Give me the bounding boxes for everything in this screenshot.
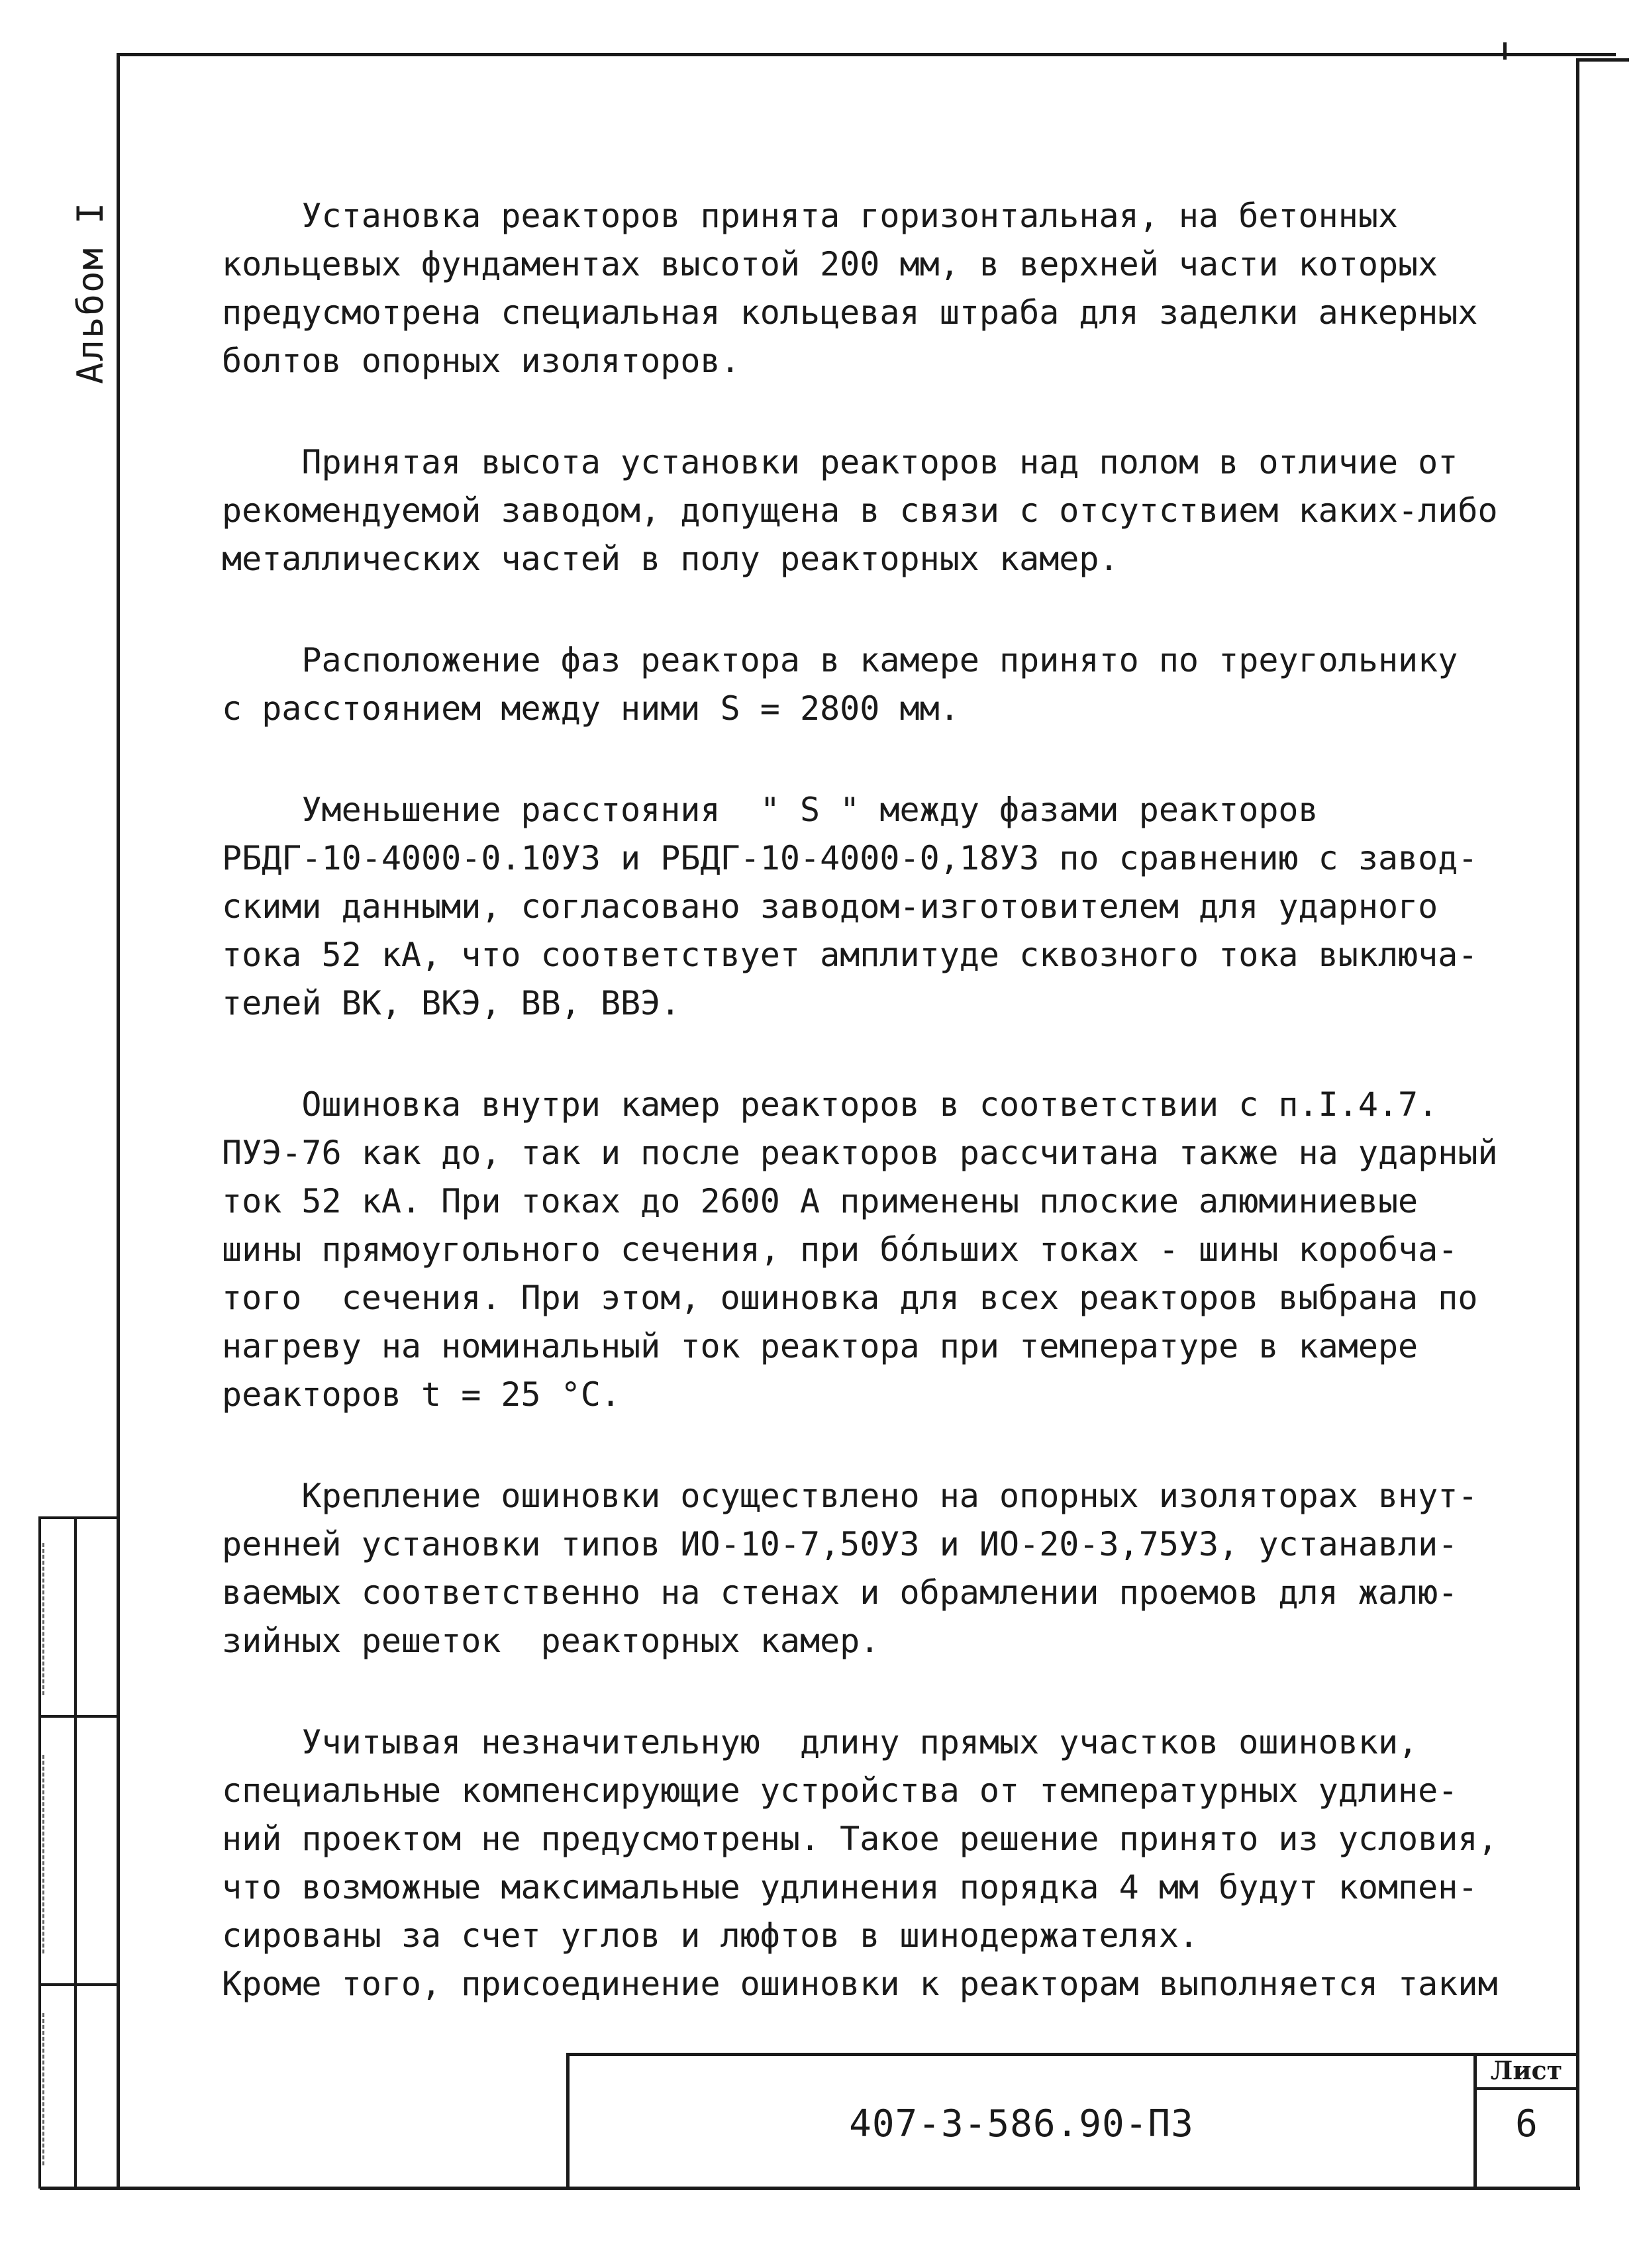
text-line: РБДГ-10-4000-0.10У3 и РБДГ-10-4000-0,18У3 по сравнению с завод- bbox=[222, 839, 1478, 877]
text-line: того сечения. При этом, ошиновка для всех реакторов выбрана по bbox=[222, 1279, 1478, 1317]
text-line: ток 52 кА. При токах до 2600 А применены плоские алюминиевые bbox=[222, 1182, 1419, 1220]
paragraph bbox=[222, 786, 1560, 1028]
frame-top-tick bbox=[1503, 42, 1507, 60]
paragraph bbox=[222, 1472, 1560, 1665]
binding-strip-faint-text bbox=[42, 2013, 71, 2165]
text-line: с расстоянием между ними S = 2800 мм. bbox=[222, 689, 960, 728]
frame-bottom-border bbox=[40, 2187, 1580, 2190]
text-line: ний проектом не предусмотрены. Такое решение принято из условия, bbox=[222, 1820, 1498, 1858]
paragraph bbox=[222, 636, 1560, 733]
paragraph bbox=[222, 1718, 1560, 2008]
document-code: 407-3-586.90-ПЗ bbox=[849, 2102, 1194, 2145]
text-line: зийных решеток реакторных камер. bbox=[222, 1622, 880, 1660]
binding-strip-outer-line bbox=[38, 1516, 41, 2189]
text-line: телей ВК, ВКЭ, ВВ, ВВЭ. bbox=[222, 984, 681, 1022]
text-line: ренней установки типов ИО-10-7,50У3 и ИО-20-3,75У3, устанавли- bbox=[222, 1525, 1458, 1563]
text-line: что возможные максимальные удлинения порядка 4 мм будут компен- bbox=[222, 1868, 1478, 1906]
binding-strip-faint-text bbox=[42, 1755, 71, 1953]
document-body bbox=[222, 192, 1560, 2008]
text-line: Учитывая незначительную длину прямых участков ошиновки, bbox=[222, 1723, 1419, 1761]
text-line: сированы за счет углов и люфтов в шинодержателях. bbox=[222, 1916, 1199, 1955]
binding-strip-divider-middle bbox=[38, 1715, 119, 1718]
binding-strip-faint-text bbox=[42, 1543, 71, 1695]
text-line: ваемых соответственно на стенах и обрамлении проемов для жалю- bbox=[222, 1573, 1458, 1612]
text-line: Ошиновка внутри камер реакторов в соответствии с п.I.4.7. bbox=[222, 1085, 1438, 1124]
text-line: металлических частей в полу реакторных камер. bbox=[222, 540, 1119, 578]
text-line: ПУЭ-76 как до, так и после реакторов рассчитана также на ударный bbox=[222, 1134, 1498, 1172]
frame-top-border bbox=[118, 53, 1616, 56]
frame-right-border bbox=[1576, 58, 1579, 2189]
text-line: Уменьшение расстояния " S " между фазами реакторов bbox=[222, 791, 1319, 829]
binding-strip-divider-top bbox=[38, 1516, 119, 1519]
frame-left-border bbox=[117, 53, 120, 2189]
text-line: тока 52 кА, что соответствует амплитуде сквозного тока выключа- bbox=[222, 936, 1478, 974]
text-line: предусмотрена специальная кольцевая штраба для заделки анкерных bbox=[222, 293, 1478, 332]
text-line: Расположение фаз реактора в камере принято по треугольнику bbox=[222, 641, 1458, 679]
binding-strip-divider-bottom bbox=[38, 1983, 119, 1986]
text-line: специальные компенсирующие устройства от температурных удлине- bbox=[222, 1771, 1458, 1810]
text-line: Крепление ошиновки осуществлено на опорных изоляторах внут- bbox=[222, 1477, 1478, 1515]
frame-top-border-extension bbox=[1576, 58, 1629, 62]
text-line: кольцевых фундаментах высотой 200 мм, в верхней части которых bbox=[222, 245, 1438, 283]
text-line: скими данными, согласовано заводом-изготовителем для ударного bbox=[222, 887, 1438, 926]
album-margin-label: Альбом I bbox=[70, 201, 111, 384]
text-line: болтов опорных изоляторов. bbox=[222, 342, 740, 380]
paragraph bbox=[222, 438, 1560, 583]
text-line: реакторов t = 25 °С. bbox=[222, 1375, 621, 1414]
paragraph bbox=[222, 192, 1560, 385]
text-line: нагреву на номинальный ток реактора при температуре в камере bbox=[222, 1327, 1419, 1365]
paragraph bbox=[222, 1081, 1560, 1419]
title-block-top-line bbox=[566, 2053, 1579, 2056]
text-line: рекомендуемой заводом, допущена в связи с отсутствием каких-либо bbox=[222, 491, 1498, 530]
text-line: Принятая высота установки реакторов над полом в отличие от bbox=[222, 443, 1458, 481]
sheet-number: 6 bbox=[1515, 2102, 1538, 2145]
binding-strip-inner-line bbox=[74, 1516, 77, 2189]
text-line: шины прямоугольного сечения, при бо́льших токах - шины коробча- bbox=[222, 1230, 1458, 1269]
sheet-label: Лист bbox=[1490, 2055, 1563, 2085]
text-line: Кроме того, присоединение ошиновки к реакторам выполняется таким bbox=[222, 1965, 1498, 2003]
title-block-sheet-divider bbox=[1473, 2087, 1579, 2090]
text-line: Установка реакторов принята горизонтальная, на бетонных bbox=[222, 197, 1399, 235]
